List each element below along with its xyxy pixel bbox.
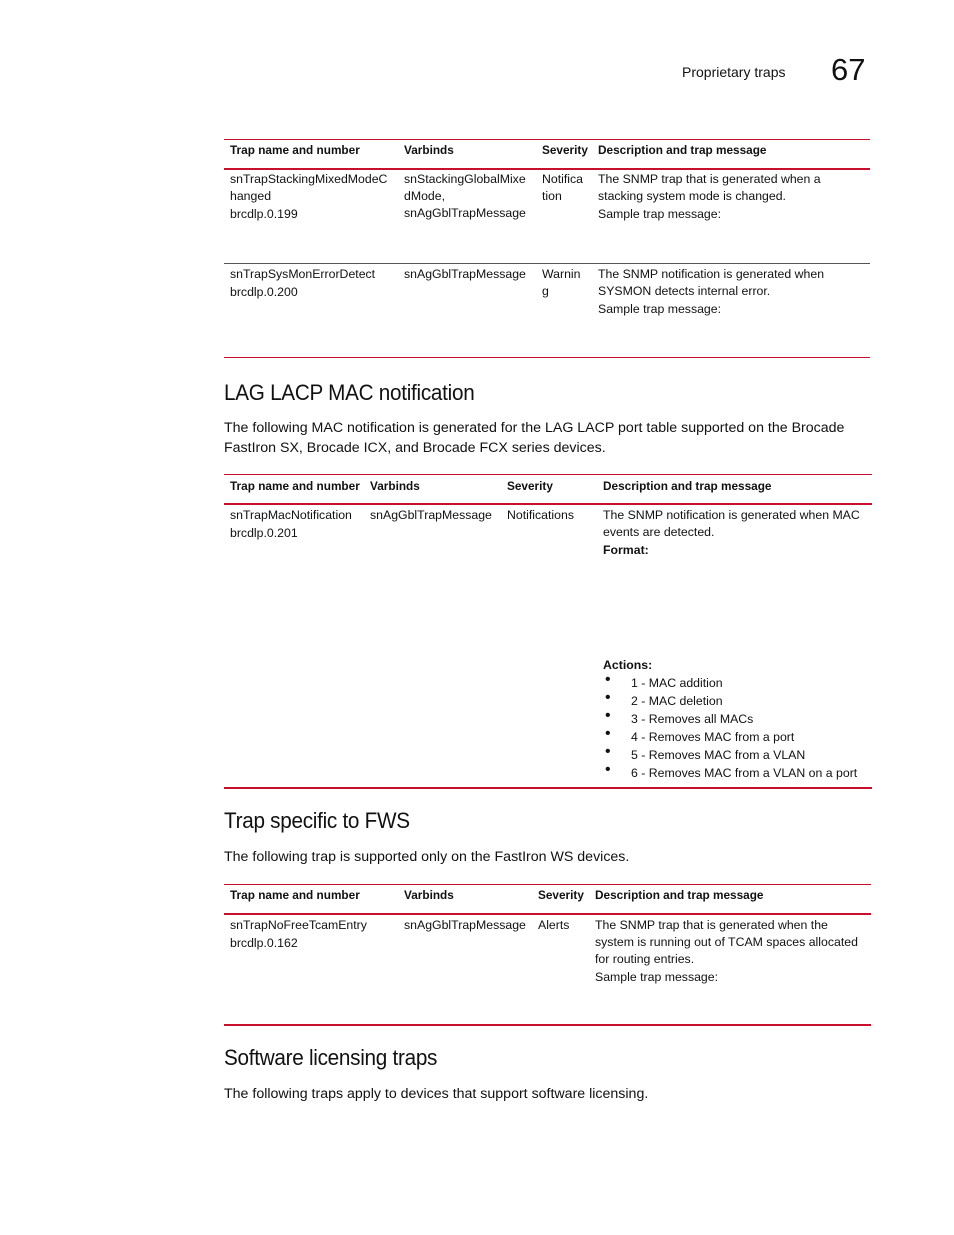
trap-name: snTrapNoFreeTcamEntry brcdlp.0.162 [230,918,367,950]
header-rule [224,503,872,505]
description: The SNMP trap that is generated when a stacking system mode is changed. Sample trap message: [598,172,821,221]
list-item: • 4 - Removes MAC from a port [603,728,857,746]
header-rule [224,913,871,915]
severity: Notifica tion [542,172,584,203]
format-label: Format: [603,543,649,557]
table-top-rule [224,474,872,475]
col-header-name: Trap name and number [230,888,360,902]
severity: Warnin g [542,267,581,298]
severity: Notifications [507,508,574,522]
actions-list [603,674,857,782]
col-header-varbinds: Varbinds [370,479,420,493]
section-heading: Software licensing traps [224,1045,438,1070]
chapter-number: 67 [831,52,866,87]
description: The SNMP notification is generated when SYSMON detects internal error. Sample trap message: [598,267,825,316]
table-top-rule [224,139,870,140]
trap-name: snTrapStackingMixedModeC hanged brcdlp.0.199 [230,172,388,221]
col-header-name: Trap name and number [230,479,360,493]
table-top-rule [224,884,871,885]
col-header-varbinds: Varbinds [404,888,454,902]
list-item: • 6 - Removes MAC from a VLAN on a port [603,764,857,782]
list-item: • 1 - MAC addition [603,674,857,692]
list-item: • 2 - MAC deletion [603,692,857,710]
varbinds: snAgGblTrapMessage [404,918,526,932]
col-header-varbinds: Varbinds [404,143,454,157]
trap-name: snTrapSysMonErrorDetect brcdlp.0.200 [230,267,376,299]
description: The SNMP trap that is generated when the system is running out of TCAM spaces allocated for routing entries. Sample trap message: [595,918,858,984]
col-header-name: Trap name and number [230,143,360,157]
section-heading: Trap specific to FWS [224,808,410,833]
section-intro: The following MAC notification is generated for the LAG LACP port table supported on the Brocade FastIron SX, Brocade ICX, and Brocade FCX series devices. [224,420,845,456]
trap-name: snTrapMacNotification brcdlp.0.201 [230,508,352,540]
col-header-description: Description and trap message [598,143,767,157]
list-item: • 5 - Removes MAC from a VLAN [603,746,857,764]
row-divider [224,263,870,264]
description: The SNMP notification is generated when MAC events are detected. Format: [603,508,860,557]
varbinds: snAgGblTrapMessage [370,508,492,522]
varbinds: snAgGblTrapMessage [404,267,526,281]
table-bottom-rule [224,357,870,358]
col-header-severity: Severity [538,888,584,902]
severity: Alerts [538,918,570,932]
varbinds: snStackingGlobalMixe dMode, snAgGblTrapMessage [404,172,526,220]
table-bottom-rule [224,787,872,789]
actions-block [603,657,857,782]
section-intro: The following trap is supported only on the FastIron WS devices. [224,849,630,865]
actions-label: Actions: [603,658,653,672]
col-header-severity: Severity [542,143,588,157]
list-item: • 3 - Removes all MACs [603,710,857,728]
table-bottom-rule [224,1024,871,1026]
col-header-description: Description and trap message [603,479,772,493]
running-header-section: Proprietary traps [682,64,786,80]
section-heading: LAG LACP MAC notification [224,380,475,405]
section-intro: The following traps apply to devices that support software licensing. [224,1086,649,1102]
header-rule [224,168,870,170]
col-header-description: Description and trap message [595,888,764,902]
col-header-severity: Severity [507,479,553,493]
